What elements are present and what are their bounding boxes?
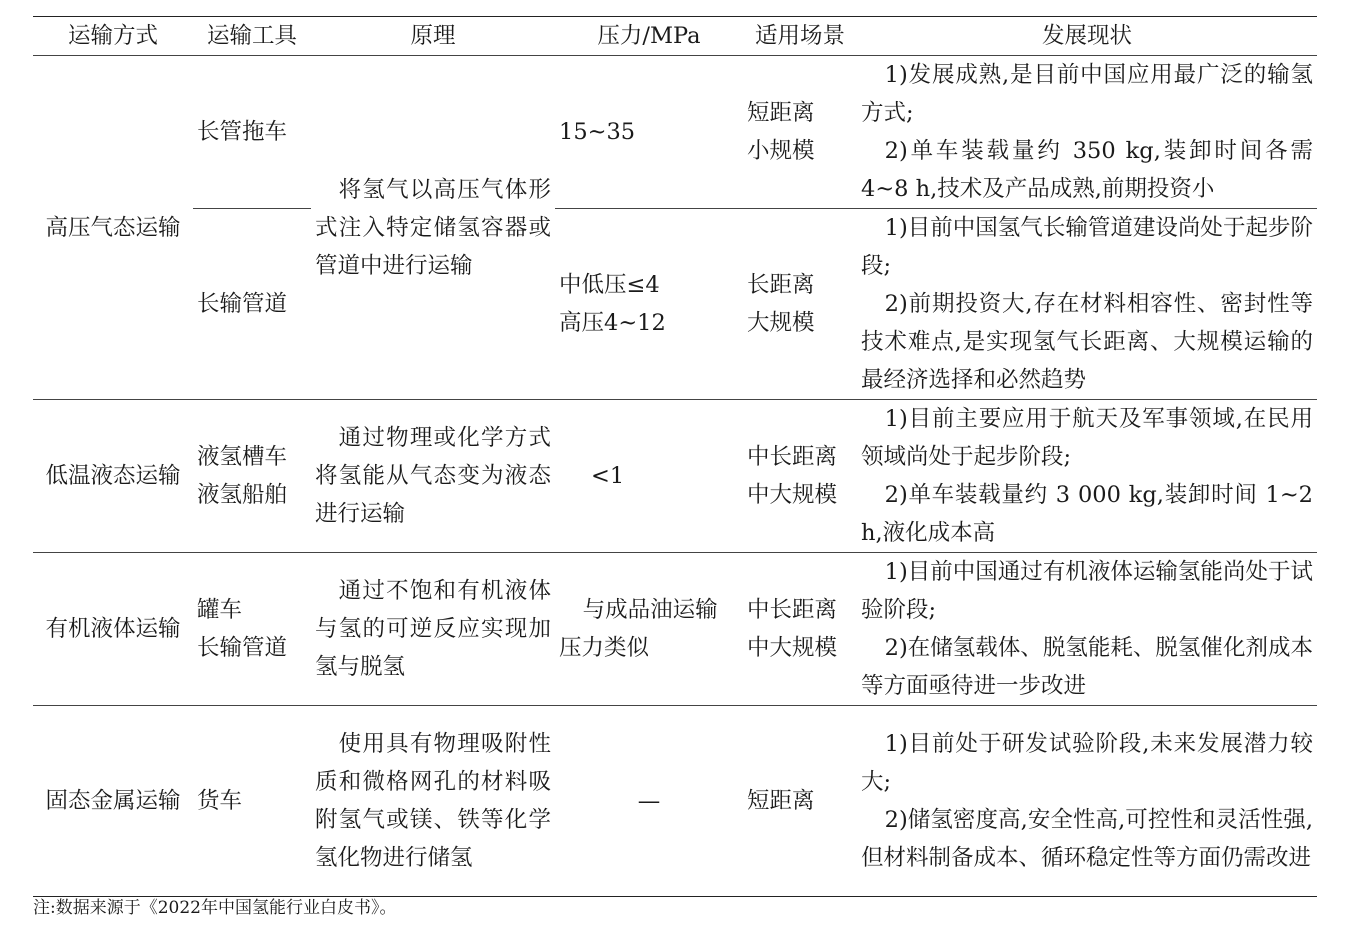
header-row [33, 17, 1317, 56]
principle-cell [311, 553, 555, 706]
tool-text: 液氢槽车 [197, 444, 288, 470]
table-note: 注:数据来源于《2022年中国氢能行业白皮书》。 [33, 898, 397, 918]
status-text: 2)前期投资大,存在材料相容性、密封性等技术难点,是实现氢气长距离、大规模运输的最经济选择和必然趋势 [861, 291, 1313, 393]
principle-text: 通过不饱和有机液体与氢的可逆反应实现加氢与脱氢 [315, 578, 551, 680]
pressure-text: 高压4~12 [559, 310, 666, 336]
scene-text: 中长距离 [747, 597, 838, 623]
scene-text: 中大规模 [747, 635, 838, 661]
scene-cell [743, 56, 857, 209]
header-status: 发展现状 [857, 17, 1317, 56]
table-row [33, 706, 1317, 897]
scene-cell [743, 706, 857, 897]
table-row [33, 553, 1317, 706]
scene-cell [743, 553, 857, 706]
tool-cell [193, 400, 311, 553]
scene-cell [743, 209, 857, 400]
pressure-text: <1 [591, 463, 625, 489]
header-principle: 原理 [311, 17, 555, 56]
scene-text: 小规模 [747, 138, 815, 164]
pressure-text: 与成品油运输压力类似 [559, 597, 718, 661]
mode-text: 高压气态运输 [45, 214, 181, 241]
pressure-text: — [637, 788, 661, 814]
scene-text: 中长距离 [747, 444, 838, 470]
mode-text: 有机液体运输 [45, 616, 181, 642]
mode-text: 固态金属运输 [45, 788, 181, 814]
status-cell [857, 706, 1317, 897]
pressure-cell [555, 209, 743, 400]
status-text: 1)目前中国氢气长输管道建设尚处于起步阶段; [861, 215, 1313, 279]
scene-text: 大规模 [747, 310, 815, 336]
principle-cell [311, 400, 555, 553]
table-row [33, 56, 1317, 209]
mode-cell [33, 706, 193, 897]
status-text: 2)单车装载量约 350 kg,装卸时间各需 4~8 h,技术及产品成熟,前期投资小 [861, 138, 1313, 202]
scene-text: 短距离 [747, 788, 815, 814]
tool-text: 长管拖车 [197, 119, 288, 145]
header-scene: 适用场景 [743, 17, 857, 56]
principle-text: 将氢气以高压气体形式注入特定储氢容器或管道中进行运输 [315, 176, 551, 279]
mode-cell [33, 553, 193, 706]
tool-text: 长输管道 [197, 291, 288, 317]
scene-text: 短距离 [747, 100, 815, 126]
scene-text: 长距离 [747, 272, 815, 298]
header-mode: 运输方式 [33, 17, 193, 56]
tool-cell [193, 209, 311, 400]
pressure-cell [555, 706, 743, 897]
status-text: 2)在储氢载体、脱氢能耗、脱氢催化剂成本等方面亟待进一步改进 [861, 635, 1313, 699]
tool-text: 货车 [197, 788, 243, 814]
tool-text: 液氢船舶 [197, 482, 288, 508]
table-row [33, 209, 1317, 400]
principle-cell [311, 706, 555, 897]
mode-cell [33, 400, 193, 553]
status-cell [857, 400, 1317, 553]
tool-cell [193, 553, 311, 706]
pressure-cell [555, 400, 743, 553]
tool-cell [193, 56, 311, 209]
principle-cell [311, 56, 555, 400]
status-text: 1)发展成熟,是目前中国应用最广泛的输氢方式; [861, 62, 1313, 126]
pressure-cell [555, 56, 743, 209]
status-text: 1)目前主要应用于航天及军事领域,在民用领域尚处于起步阶段; [861, 406, 1313, 470]
header-pressure: 压力/MPa [555, 17, 743, 56]
status-text: 1)目前处于研发试验阶段,未来发展潜力较大; [861, 731, 1313, 795]
mode-cell [33, 56, 193, 400]
status-text: 2)单车装载量约 3 000 kg,装卸时间 1~2 h,液化成本高 [861, 482, 1313, 546]
principle-text: 通过物理或化学方式将氢能从气态变为液态进行运输 [315, 425, 551, 527]
pressure-text: 中低压≤4 [559, 272, 660, 298]
pressure-text: 15~35 [559, 119, 636, 145]
header-tool: 运输工具 [193, 17, 311, 56]
scene-text: 中大规模 [747, 482, 838, 508]
hydrogen-transport-table [33, 16, 1317, 897]
status-cell [857, 209, 1317, 400]
table-row [33, 400, 1317, 553]
status-cell [857, 553, 1317, 706]
scene-cell [743, 400, 857, 553]
tool-text: 罐车 [197, 597, 243, 623]
status-text: 1)目前中国通过有机液体运输氢能尚处于试验阶段; [861, 559, 1313, 623]
tool-cell [193, 706, 311, 897]
tool-text: 长输管道 [197, 635, 288, 661]
principle-text: 使用具有物理吸附性质和微格网孔的材料吸附氢气或镁、铁等化学氢化物进行储氢 [315, 731, 551, 871]
pressure-cell [555, 553, 743, 706]
status-text: 2)储氢密度高,安全性高,可控性和灵活性强,但材料制备成本、循环稳定性等方面仍需改进 [861, 807, 1313, 871]
mode-text: 低温液态运输 [45, 463, 181, 489]
status-cell [857, 56, 1317, 209]
